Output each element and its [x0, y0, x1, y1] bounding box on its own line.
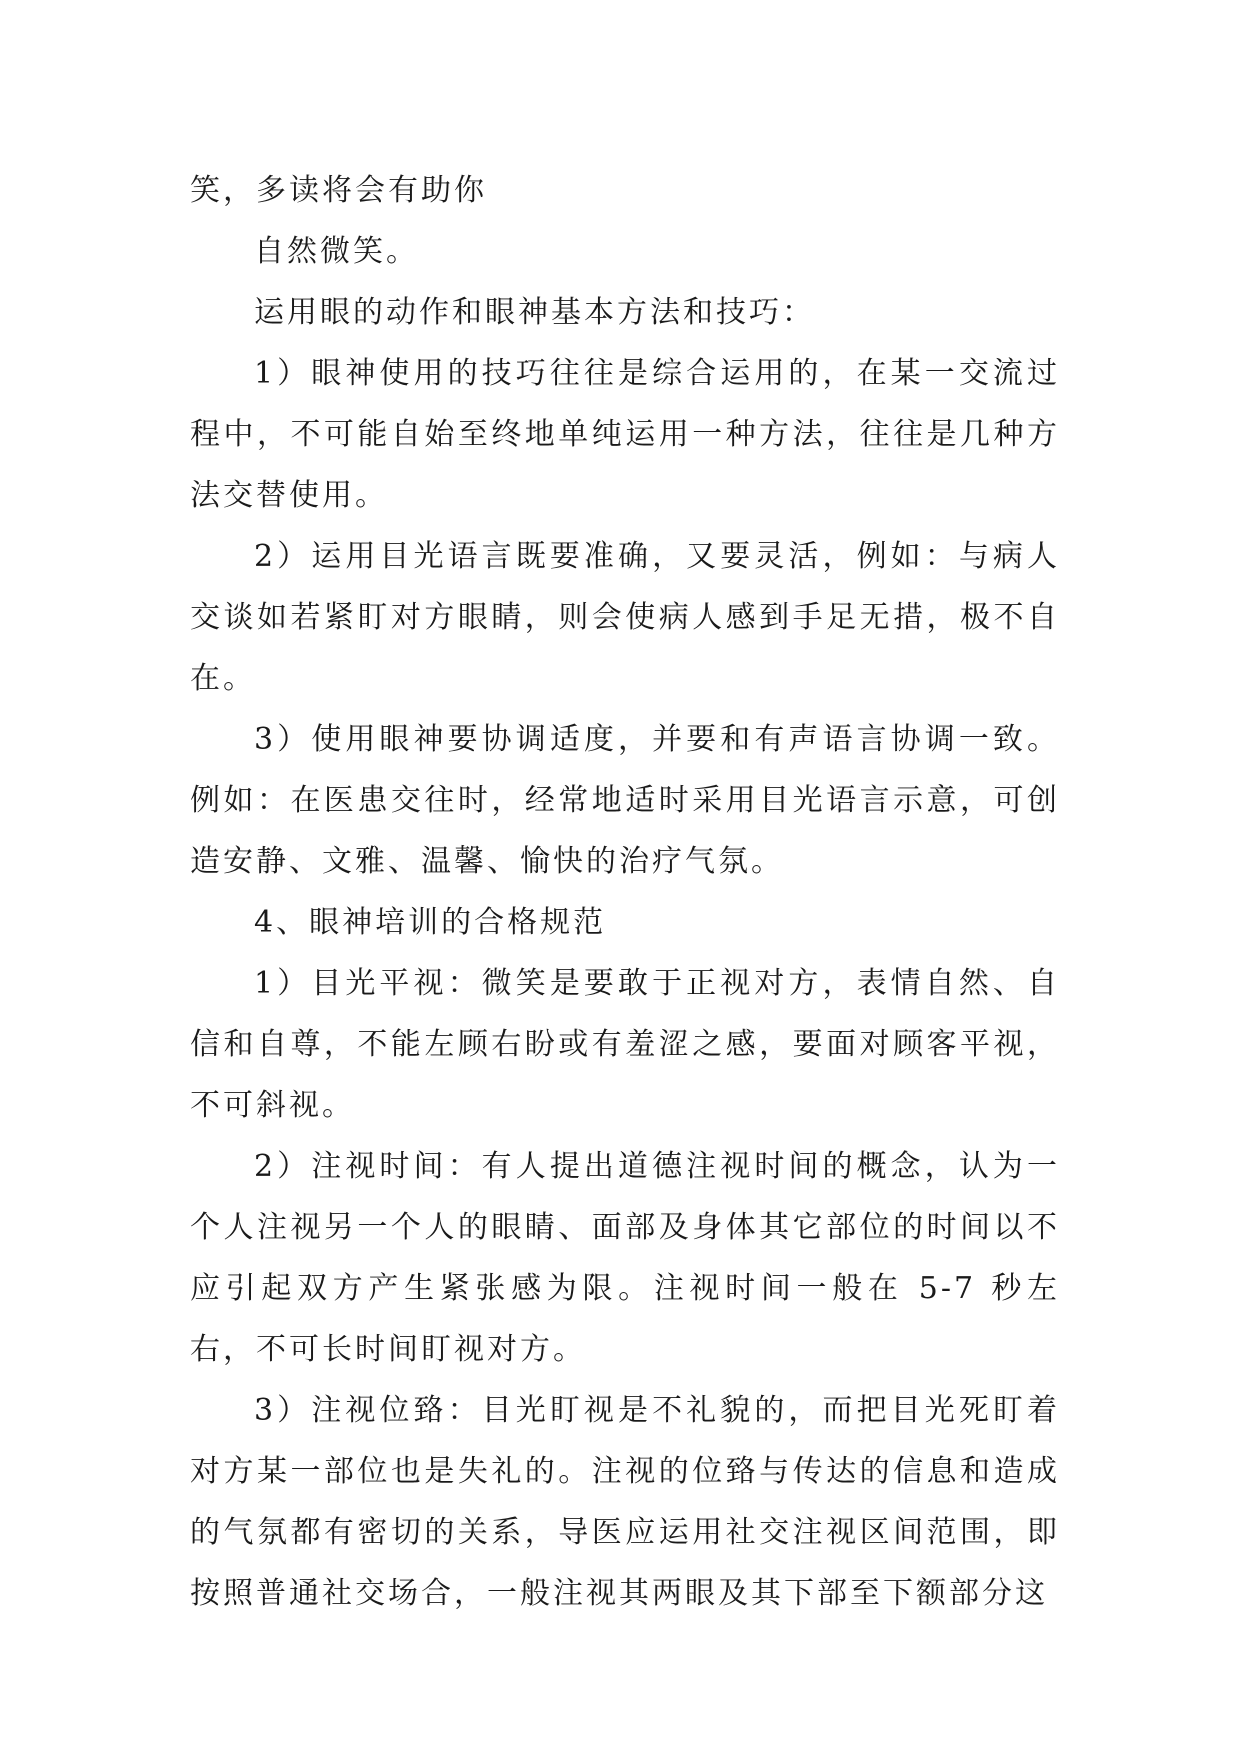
paragraph-gaze-level: 1）目光平视：微笑是要敢于正视对方，表情自然、自信和自尊，不能左顾右盼或有羞涩之感，要面对顾客平视，不可斜视。 [190, 966, 1060, 1123]
paragraph-continuation: 笑，多读将会有助你 [190, 173, 487, 208]
paragraph-eye-method-3: 3）使用眼神要协调适度，并要和有声语言协调一致。例如：在医患交往时，经常地适时采用目光语言示意，可创造安静、文雅、温馨、愉快的治疗气氛。 [190, 722, 1060, 879]
paragraph-eye-method-1: 1）眼神使用的技巧往往是综合运用的，在某一交流过程中，不可能自始至终地单纯运用一种方法，往往是几种方法交替使用。 [190, 356, 1060, 513]
paragraph-natural-smile: 自然微笑。 [254, 234, 419, 269]
paragraph-gaze-duration: 2）注视时间：有人提出道德注视时间的概念，认为一个人注视另一个人的眼睛、面部及身体其它部位的时间以不应引起双方产生紧张感为限。注视时间一般在 5-7 秒左右，不可长时间盯视对方。 [190, 1149, 1060, 1367]
section-heading-eye-training: 4、眼神培训的合格规范 [254, 905, 607, 940]
paragraph-gaze-position: 3）注视位臵：目光盯视是不礼貌的，而把目光死盯着对方某一部位也是失礼的。注视的位臵与传达的信息和造成的气氛都有密切的关系，导医应运用社交注视区间范围，即按照普通社交场合，一般注视其两眼及其下部至下额部分这 [190, 1393, 1060, 1611]
paragraph-eye-method-2: 2）运用目光语言既要准确，又要灵活，例如：与病人交谈如若紧盯对方眼睛，则会使病人感到手足无措，极不自在。 [190, 539, 1060, 696]
paragraph-eye-methods-heading: 运用眼的动作和眼神基本方法和技巧： [254, 295, 815, 330]
document-page [190, 160, 1060, 1624]
